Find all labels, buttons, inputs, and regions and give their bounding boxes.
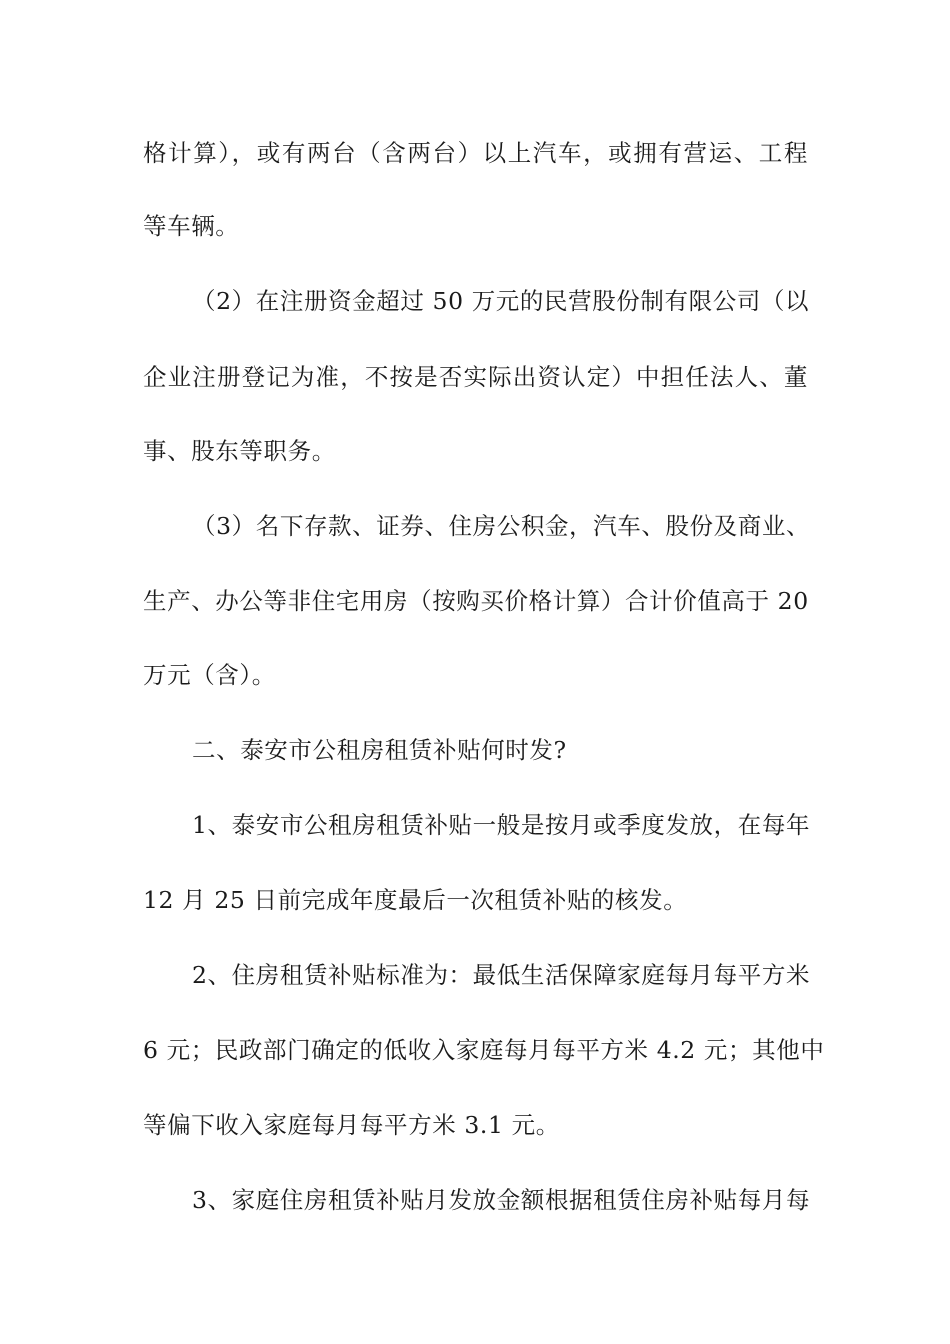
paragraph-line: 企业注册登记为准，不按是否实际出资认定）中担任法人、董 <box>143 363 808 391</box>
paragraph-line: 12 月 25 日前完成年度最后一次租赁补贴的核发。 <box>143 886 688 914</box>
paragraph-line: 3、家庭住房租赁补贴月发放金额根据租赁住房补贴每月每 <box>192 1186 811 1214</box>
paragraph-line: 6 元；民政部门确定的低收入家庭每月每平方米 4.2 元；其他中 <box>143 1036 825 1064</box>
paragraph-line: 等车辆。 <box>143 212 240 240</box>
paragraph-line: 事、股东等职务。 <box>143 437 336 465</box>
section-heading: 二、泰安市公租房租赁补贴何时发? <box>192 736 567 764</box>
paragraph-line: 1、泰安市公租房租赁补贴一般是按月或季度发放，在每年 <box>192 811 811 839</box>
paragraph-line: 生产、办公等非住宅用房（按购买价格计算）合计价值高于 20 <box>143 587 809 615</box>
paragraph-line: （2）在注册资金超过 50 万元的民营股份制有限公司（以 <box>192 287 810 315</box>
paragraph-line: 万元（含）。 <box>143 661 276 689</box>
paragraph-line: 2、住房租赁补贴标准为：最低生活保障家庭每月每平方米 <box>192 961 811 989</box>
paragraph-line: （3）名下存款、证券、住房公积金，汽车、股份及商业、 <box>192 512 811 540</box>
paragraph-line: 等偏下收入家庭每月每平方米 3.1 元。 <box>143 1111 560 1139</box>
paragraph-line: 格计算），或有两台（含两台）以上汽车，或拥有营运、工程 <box>143 139 808 167</box>
